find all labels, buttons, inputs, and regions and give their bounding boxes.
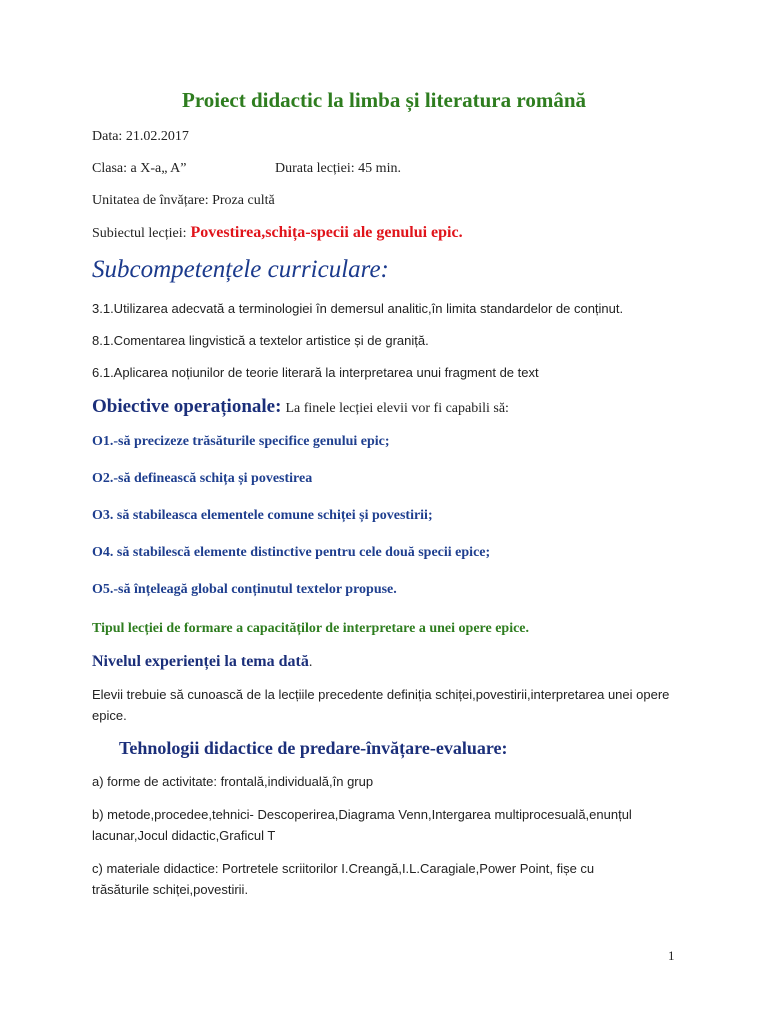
experience-dot: . <box>308 655 313 670</box>
page-number: 1 <box>668 948 675 963</box>
document-title: Proiect didactic la limba și literatura română <box>182 88 586 112</box>
objective-item: O3. să stabileasca elementele comune schiței și povestirii; <box>92 508 433 523</box>
tech-item: a) forme de activitate: frontală,individuală,în grup <box>92 774 374 789</box>
subject-value: Povestirea,schița-specii ale genului epic. <box>190 224 463 241</box>
lesson-duration: Durata lecției: 45 min. <box>275 161 401 176</box>
tech-heading: Tehnologii didactice de predare-învățare-evaluare: <box>119 738 508 758</box>
experience-line <box>92 653 312 671</box>
objectives-line <box>92 396 509 418</box>
objectives-intro: La finele lecției elevii vor fi capabili să: <box>285 401 509 416</box>
lesson-subject <box>92 224 463 242</box>
lesson-class: Clasa: a X-a„ A” <box>92 161 187 176</box>
lesson-date: Data: 21.02.2017 <box>92 129 189 144</box>
subcompetence-item: 3.1.Utilizarea adecvată a terminologiei în demersul analitic,în limita standardelor de conținut. <box>92 301 624 316</box>
subcompetence-item: 6.1.Aplicarea noțiunilor de teorie literară la interpretarea unui fragment de text <box>92 365 539 380</box>
subject-label: Subiectul lecției: <box>92 226 187 241</box>
objective-item: O2.-să definească schița și povestirea <box>92 471 313 486</box>
experience-text: Elevii trebuie să cunoască de la lecțiile precedente definiția schiței,povestirii,interpretarea unei opere epice. <box>92 687 670 723</box>
tech-item: b) metode,procedee,tehnici- Descoperirea,Diagrama Venn,Intergarea multiprocesuală,enunțul lacunar,Jocul didactic,Graficul T <box>92 807 632 843</box>
subcompetence-item: 8.1.Comentarea lingvistică a textelor artistice și de graniță. <box>92 333 429 348</box>
lesson-type: Tipul lecției de formare a capacităților de interpretare a unei opere epice. <box>92 621 530 636</box>
objective-item: O4. să stabilescă elemente distinctive pentru cele două specii epice; <box>92 545 491 560</box>
objectives-heading: Obiective operaționale: <box>92 396 282 417</box>
subcompetences-heading: Subcompetențele curriculare: <box>92 256 389 283</box>
objective-item: O5.-să înțeleagă global conținutul textelor propuse. <box>92 582 397 597</box>
objective-item: O1.-să precizeze trăsăturile specifice genului epic; <box>92 434 390 449</box>
learning-unit: Unitatea de învățare: Proza cultă <box>92 193 275 208</box>
tech-item: c) materiale didactice: Portretele scriitorilor I.Creangă,I.L.Caragiale,Power Point, fișe cu trăsăturile schiței,povestirii. <box>92 861 595 897</box>
experience-heading: Nivelul experienței la tema dată <box>92 653 309 670</box>
